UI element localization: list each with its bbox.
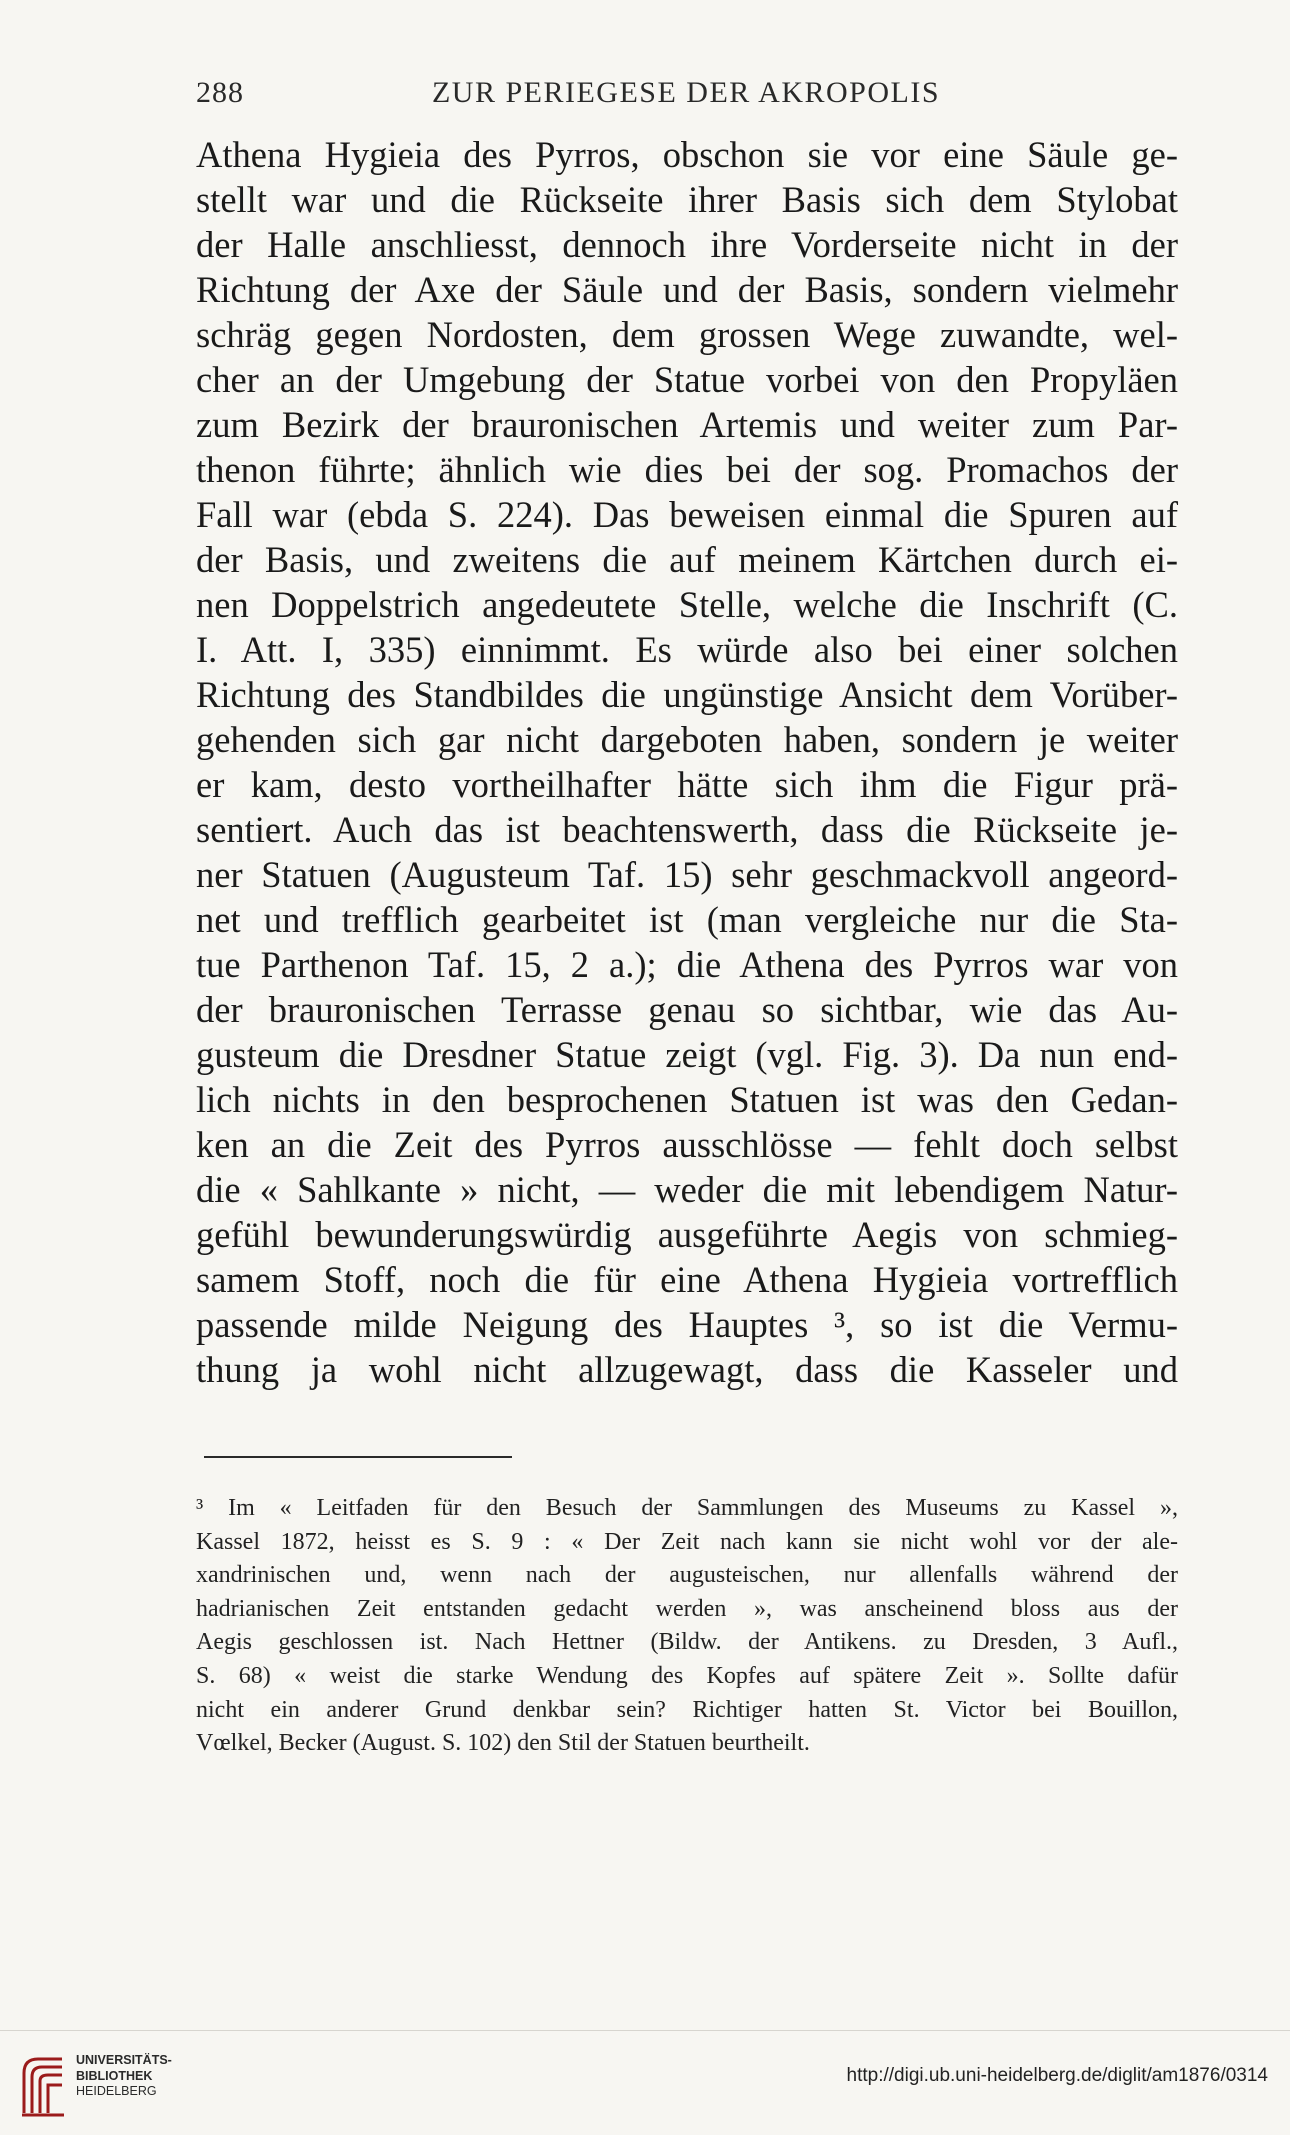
footer-bar bbox=[0, 2030, 1290, 2135]
body-line: thenon führte; ähnlich wie dies bei der sog. Promachos der bbox=[196, 449, 1178, 490]
body-line: der brauronischen Terrasse genau so sichtbar, wie das Au- bbox=[196, 989, 1178, 1030]
body-text bbox=[196, 132, 1178, 1392]
body-line: tue Parthenon Taf. 15, 2 a.); die Athena des Pyrros war von bbox=[196, 944, 1178, 985]
body-line: nen Doppelstrich angedeutete Stelle, welche die Inschrift (C. bbox=[196, 584, 1178, 625]
body-line: gefühl bewunderungswürdig ausgeführte Aegis von schmieg- bbox=[196, 1214, 1178, 1255]
running-title: ZUR PERIEGESE DER AKROPOLIS bbox=[431, 76, 941, 109]
body-line: I. Att. I, 335) einnimmt. Es würde also bei einer solchen bbox=[196, 629, 1178, 670]
library-logo-icon bbox=[18, 2051, 70, 2121]
body-line: die « Sahlkante » nicht, — weder die mit lebendigem Natur- bbox=[196, 1169, 1178, 1210]
body-line: gehenden sich gar nicht dargeboten haben, sondern je weiter bbox=[196, 719, 1178, 760]
body-line: cher an der Umgebung der Statue vorbei von den Propyläen bbox=[196, 359, 1178, 400]
footnote bbox=[196, 1492, 1178, 1761]
page-number: 288 bbox=[196, 76, 244, 109]
body-line: lich nichts in den besprochenen Statuen ist was den Gedan- bbox=[196, 1079, 1178, 1120]
footnote-line: Aegis geschlossen ist. Nach Hettner (Bildw. der Antikens. zu Dresden, 3 Aufl., bbox=[196, 1629, 1178, 1656]
body-line: schräg gegen Nordosten, dem grossen Wege zuwandte, wel- bbox=[196, 314, 1178, 355]
footnote-line: ³ Im « Leitfaden für den Besuch der Sammlungen des Museums zu Kassel », bbox=[196, 1495, 1178, 1521]
body-line: ken an die Zeit des Pyrros ausschlösse — fehlt doch selbst bbox=[196, 1124, 1178, 1165]
logo-line-3: HEIDELBERG bbox=[76, 2084, 157, 2098]
body-line: Fall war (ebda S. 224). Das beweisen einmal die Spuren auf bbox=[196, 494, 1178, 535]
body-line: stellt war und die Rückseite ihrer Basis sich dem Stylobat bbox=[196, 179, 1178, 220]
body-line: der Basis, und zweitens die auf meinem Kärtchen durch ei- bbox=[196, 539, 1178, 580]
body-line: samem Stoff, noch die für eine Athena Hygieia vortrefflich bbox=[196, 1259, 1178, 1300]
body-line: passende milde Neigung des Hauptes ³, so ist die Vermu- bbox=[196, 1304, 1178, 1345]
logo-line-1: UNIVERSITÄTS- bbox=[76, 2053, 172, 2067]
footnote-separator bbox=[204, 1456, 512, 1458]
logo-line-2: BIBLIOTHEK bbox=[76, 2068, 153, 2083]
body-line: Richtung der Axe der Säule und der Basis, sondern vielmehr bbox=[196, 269, 1178, 310]
footnote-line: hadrianischen Zeit entstanden gedacht werden », was anscheinend bloss aus der bbox=[196, 1595, 1178, 1622]
permalink-url[interactable]: http://digi.ub.uni-heidelberg.de/diglit/am1876/0314 bbox=[846, 2065, 1268, 2086]
body-line: thung ja wohl nicht allzugewagt, dass die Kasseler und bbox=[196, 1349, 1178, 1390]
footnote-line: Vœlkel, Becker (August. S. 102) den Stil der Statuen beurtheilt. bbox=[196, 1730, 810, 1757]
body-line: Richtung des Standbildes die ungünstige Ansicht dem Vorüber- bbox=[196, 674, 1178, 715]
library-logo[interactable] bbox=[18, 2051, 172, 2121]
body-line: ner Statuen (Augusteum Taf. 15) sehr geschmackvoll angeord- bbox=[196, 854, 1178, 895]
library-logo-text bbox=[76, 2053, 172, 2100]
body-line: er kam, desto vortheilhafter hätte sich ihm die Figur prä- bbox=[196, 764, 1178, 805]
footnote-line: S. 68) « weist die starke Wendung des Kopfes auf spätere Zeit ». Sollte dafür bbox=[196, 1662, 1178, 1689]
body-line: gusteum die Dresdner Statue zeigt (vgl. Fig. 3). Da nun end- bbox=[196, 1034, 1178, 1075]
body-line: der Halle anschliesst, dennoch ihre Vorderseite nicht in der bbox=[196, 224, 1178, 265]
body-line: sentiert. Auch das ist beachtenswerth, dass die Rückseite je- bbox=[196, 809, 1178, 850]
footnote-line: nicht ein anderer Grund denkbar sein? Richtiger hatten St. Victor bei Bouillon, bbox=[196, 1696, 1178, 1723]
body-line: net und trefflich gearbeitet ist (man vergleiche nur die Sta- bbox=[196, 899, 1178, 940]
footnote-line: xandrinischen und, wenn nach der augusteischen, nur allenfalls während der bbox=[196, 1562, 1178, 1589]
body-line: Athena Hygieia des Pyrros, obschon sie vor eine Säule ge- bbox=[196, 134, 1178, 175]
running-header bbox=[196, 66, 1176, 126]
footnote-line: Kassel 1872, heisst es S. 9 : « Der Zeit nach kann sie nicht wohl vor der ale- bbox=[196, 1528, 1178, 1555]
body-line: zum Bezirk der brauronischen Artemis und weiter zum Par- bbox=[196, 404, 1178, 445]
